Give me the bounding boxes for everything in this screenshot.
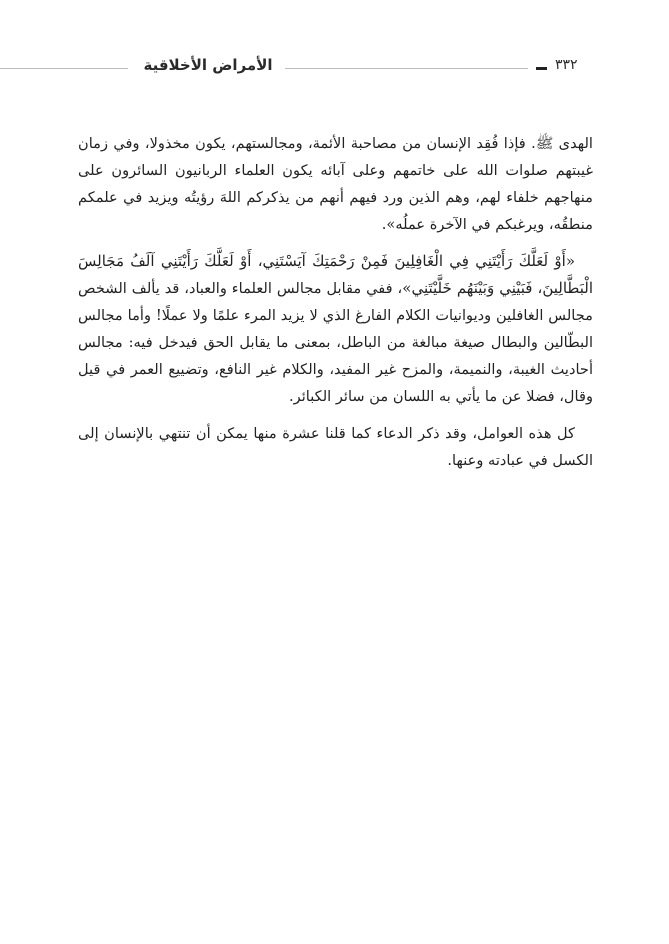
header-rule-left — [0, 68, 128, 69]
page-number: ٣٣٢ — [555, 57, 578, 73]
page-header — [0, 54, 669, 84]
paragraph-2 — [78, 248, 593, 410]
header-rule-middle — [285, 68, 528, 69]
dua-quote: «أَوْ لَعَلَّكَ رَأَيْتَنِي فِي الْغَافِلِينَ فَمِنْ رَحْمَتِكَ آيَسْتَنِي، أَوْ لَعَلَّكَ رَأَيْتَنِي آلَفُ مَجَالِسَ الْبَطَّالِينَ، فَبَيْنِي وَبَيْنَهُم خَلَّيْتَنِي» — [78, 252, 594, 297]
paragraph-1: الهدى ﷺ. فإذا فُقِد الإنسان من مصاحبة الأئمة، ومجالستهم، يكون مخذولا، وفي زمان غيبتهم صلوات الله على خاتمهم وعلى آبائه يكون العلماء الربانيون السائرون على منهاجهم خلفاء لهم، وهم الذين ورد فيهم أنهم من يذكركم اللهَ رؤيتُه ويزيد في علمكم منطقُه، ويرغبكم في الآخرة عملُه». — [78, 135, 593, 233]
page-number-dash — [536, 67, 547, 70]
paragraph-3: كل هذه العوامل، وقد ذكر الدعاء كما قلنا عشرة منها يمكن أن تنتهي بالإنسان إلى الكسل في عبادته وعنها. — [78, 425, 593, 469]
body-text — [78, 130, 593, 474]
running-title: الأمراض الأخلاقية — [143, 56, 273, 74]
paragraph-2-text: ، ففي مقابل مجالس العلماء والعباد، قد يألف الشخص مجالس الغافلين وديوانيات الكلام الفارغ الذي لا يزيد المرء علمًا ولا عملًا! وأما مجالس البطّالين والبطال صيغة مبالغة من الباطل، بمعنى ما يقابل الحق فيدخل فيه: مجالس أحاديث الغيبة، والنميمة، والمزح غير المفيد، والكلام غير النافع، وتضييع العمر في قيل وقال، فضلا عن ما يأتي به اللسان من سائر الكبائر. — [78, 280, 593, 405]
